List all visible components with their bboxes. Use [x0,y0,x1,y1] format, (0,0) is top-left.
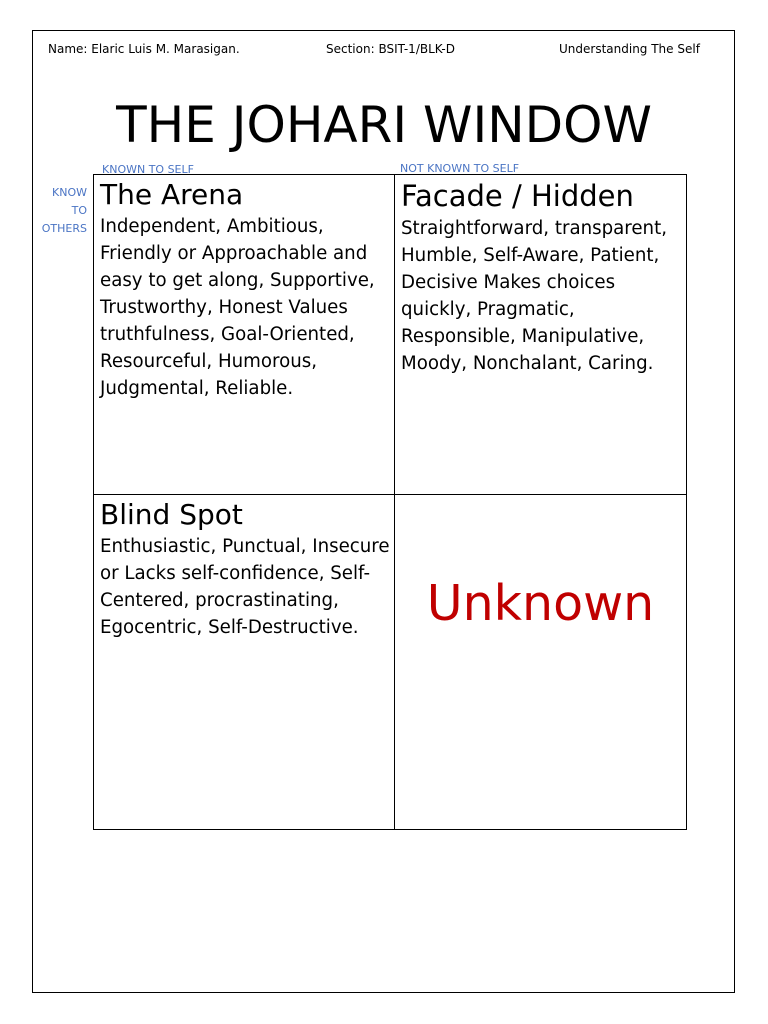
axis-known-to-others-line-2: TO [71,204,87,217]
grid-vertical-divider [394,174,395,830]
axis-known-to-others-line-3: OTHERS [41,222,87,235]
quadrant-facade [401,178,683,377]
axis-known-to-others [30,184,87,238]
quadrant-facade-title: Facade / Hidden [401,179,634,213]
quadrant-blind-spot [100,498,390,641]
quadrant-arena [100,178,390,402]
quadrant-blind-spot-title: Blind Spot [100,498,243,531]
quadrant-blind-spot-text: Enthusiastic, Punctual, Insecure or Lacks self-confidence, Self-Centered, procrastinating, Egocentric, Self-Destructive. [100,536,390,638]
subject-name: Understanding The Self [559,42,700,56]
page-title: THE JOHARI WINDOW [116,96,652,154]
quadrant-arena-title: The Arena [100,178,244,211]
quadrant-arena-text: Independent, Ambitious, Friendly or Approachable and easy to get along, Supportive, Trustworthy, Honest Values truthfulness, Goal-Oriented, Resourceful, Humorous, Judgmental, Reliable. [100,216,375,399]
student-section: Section: BSIT-1/BLK-D [326,42,455,56]
grid-horizontal-divider [93,494,687,495]
quadrant-facade-text: Straightforward, transparent, Humble, Self-Aware, Patient, Decisive Makes choices quickly, Pragmatic, Responsible, Manipulative, Moody, Nonchalant, Caring. [401,218,668,374]
axis-not-known-to-self: NOT KNOWN TO SELF [400,162,520,173]
axis-known-to-self: KNOWN TO SELF [102,163,194,173]
student-name: Name: Elaric Luis M. Marasigan. [48,42,240,56]
axis-known-to-others-line-1: KNOW [52,186,87,199]
quadrant-unknown-title: Unknown [426,575,655,632]
